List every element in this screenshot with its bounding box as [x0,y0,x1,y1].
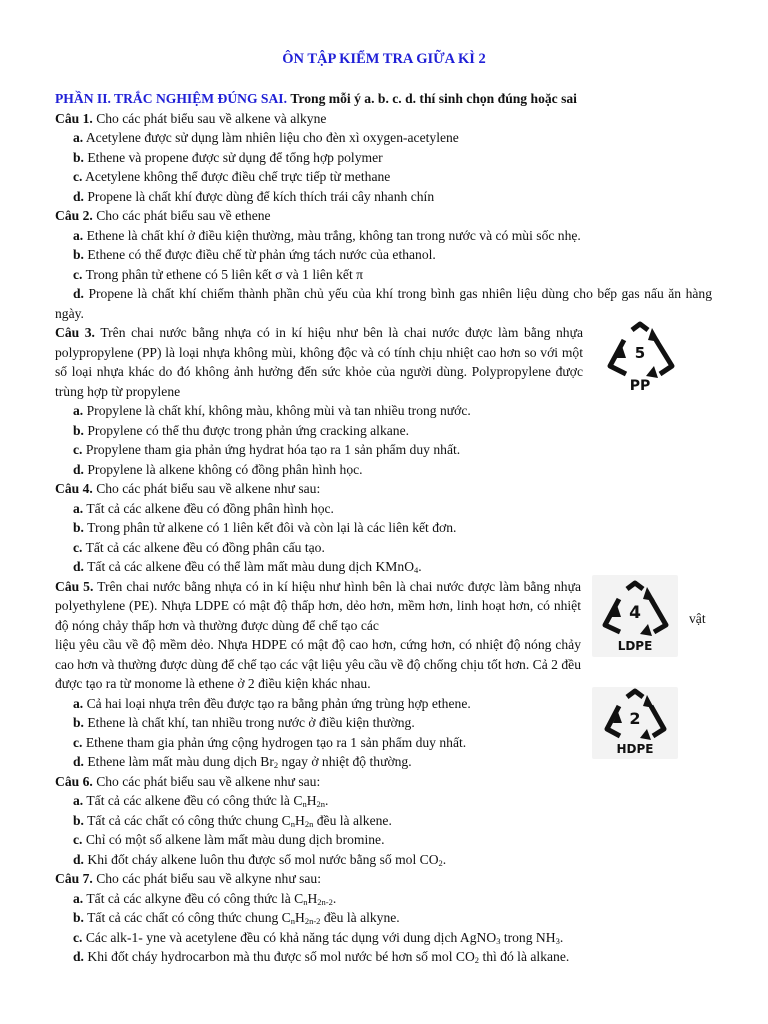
question-text: Cho các phát biểu sau về alkene như sau: [96,773,321,789]
question-6 [55,772,712,792]
option-d [55,460,712,480]
section-label: PHẦN II. TRẮC NGHIỆM ĐÚNG SAI. [55,91,287,106]
ldpe-recycle-icon [592,575,678,657]
question-number: Câu 4. [55,481,93,496]
option-text: Chỉ có một số alkene làm mất màu dung dịch bromine. [85,832,385,847]
subscript: n [302,799,307,809]
option-label: a. [73,130,84,145]
question-5 [55,577,581,636]
option-text: đều là alkene. [313,812,392,828]
subscript: n [290,916,296,926]
option-text: Ethene tham gia phản ứng cộng hydrogen tạo ra 1 sản phẩm duy nhất. [85,734,467,750]
option-text: Các alk-1- yne và acetylene đều có khả năng tác dụng với dung dịch AgNO [85,929,497,945]
option-text: ngay ở nhiệt độ thường. [278,754,412,769]
section-header [55,89,712,109]
question-number: Câu 3. [55,325,95,340]
ldpe-number: 4 [629,603,641,623]
hdpe-number: 2 [629,709,641,728]
option-text: Ethene làm mất màu dung dịch Br [87,754,274,769]
option-label: a. [73,403,84,418]
option-text: Tất cả các alkene đều có thể làm mất màu dung dịch KMnO [87,559,415,574]
document-content [55,89,712,967]
option-text: . [325,793,329,808]
option-text: Acetylene được sử dụng làm nhiên liệu cho đèn xì oxygen-acetylene [85,130,459,145]
option-label: c. [73,169,83,184]
question-number: Câu 1. [55,110,93,126]
subscript: 2 [438,857,443,868]
pp-code: PP [629,378,651,394]
option-label: c. [73,266,83,282]
pp-recycle-icon [598,318,682,396]
option-a [55,226,712,246]
option-text: thì đó là alkane. [479,949,570,964]
option-label: b. [73,910,84,925]
question-text: Cho các phát biểu sau về ethene [96,208,271,223]
option-text: Propene là chất khí chiếm thành phần chủ yếu của khí trong bình gas nhiên liệu dùng cho bếp gas nấu ăn hàng ngày. [55,286,712,321]
subscript: 2n-2 [317,896,333,907]
option-label: d. [73,559,84,574]
question-text: Cho các phát biểu sau về alkyne như sau: [96,871,321,886]
option-text: trong NH [500,929,556,945]
option-label: d. [73,461,84,477]
option-label: d. [73,754,84,769]
option-b [55,421,712,441]
option-text: Khi đốt cháy hydrocarbon mà thu được số mol nước bé hơn số mol CO [87,949,475,964]
question-number: Câu 6. [55,773,93,789]
question-number: Câu 2. [55,208,93,223]
option-c [55,440,712,460]
option-text: Tất cả các alkene đều có đồng phân cấu tạo. [85,539,325,555]
option-b [55,148,712,168]
subscript: n [303,896,308,907]
option-text: Ethene có thể được điều chế từ phản ứng tách nước của ethanol. [87,247,436,262]
question-text: liệu yêu cầu về độ mềm dẻo. Nhựa HDPE có mật độ cao hơn, cứng hơn, có nhiệt độ nóng chảy cao hơn và thường được dùng để chế tạo các vật liệu yêu cầu về độ chống chịu tốt hơn. Cả 2 đều được tạo ra từ monome là ethene ở 2 điều kiện khác nhau. [55,637,581,691]
option-d [55,850,712,870]
option-label: c. [73,539,83,555]
option-label: c. [73,442,83,457]
option-text: Propylene là alkene không có đồng phân hình học. [87,461,363,477]
option-text: Propylene tham gia phản ứng hydrat hóa tạo ra 1 sản phẩm duy nhất. [85,442,461,457]
option-text: Propylene có thể thu được trong phản ứng cracking alkane. [87,422,410,438]
option-text: đều là alkyne. [320,910,400,925]
option-text: H [295,910,305,925]
option-label: a. [73,695,84,711]
subscript: 3 [555,935,560,946]
option-label: a. [73,793,84,808]
option-label: b. [73,422,84,438]
question-text: Cho các phát biểu sau về alkene và alkyne [96,110,327,126]
option-a [55,791,712,811]
option-text: Ethene là chất khí, tan nhiều trong nước ở điều kiện thường. [87,715,415,730]
option-text: Trong phân tử ethene có 5 liên kết σ và 1 liên kết π [85,266,363,282]
question-7 [55,869,712,889]
option-a [55,499,712,519]
question-3 [55,323,583,401]
option-d [55,557,712,577]
option-label: d. [73,286,84,301]
option-label: c. [73,832,83,847]
question-1 [55,109,712,129]
question-number: Câu 7. [55,871,93,886]
option-label: b. [73,520,84,535]
option-a [55,401,712,421]
option-text: . [332,890,337,906]
option-label: a. [73,890,84,906]
option-text: Propene là chất khí được dùng để kích thích trái cây nhanh chín [87,188,435,204]
question-text: Cho các phát biểu sau về alkene như sau: [96,481,321,496]
option-text: Khi đốt cháy alkene luôn thu được số mol nước bằng số mol CO [87,851,439,867]
subscript: 2n-2 [304,916,321,926]
option-a [55,128,712,148]
subscript: 2 [273,760,279,770]
option-b [55,245,712,265]
option-d [55,947,712,967]
option-text: H [306,793,317,808]
option-label: b. [73,715,84,730]
option-c [55,928,712,948]
option-label: c. [73,929,83,945]
option-text: Acetylene không thể được điều chế trực tiếp từ methane [85,169,391,184]
option-d [55,187,712,207]
option-text: Trong phân tử alkene có 1 liên kết đôi và còn lại là các liên kết đơn. [87,520,457,535]
option-text: Tất cả các alkyne đều có công thức là C [86,890,304,906]
option-label: d. [73,188,84,204]
hdpe-code: HDPE [616,742,654,756]
option-text: Tất cả các alkene đều có đồng phân hình học. [86,500,334,516]
option-text: H [295,812,305,828]
question-text: Trên chai nước bằng nhựa có in kí hiệu như bên là chai nước được làm bằng nhựa polypropylene (PP) là loại nhựa không mùi, không độc và có tính chịu nhiệt cao hơn so với một số loại nhựa khác do đó không ảnh hưởng đến sức khỏe của người dùng. Polypropylene được trùng hợp từ propylene [55,325,584,399]
page-title: ÔN TẬP KIỂM TRA GIỮA KÌ 2 [282,51,486,67]
option-label: c. [73,734,83,750]
option-label: a. [73,227,84,243]
option-text: Tất cả các alkene đều có công thức là C [86,793,303,808]
option-label: b. [73,812,84,828]
option-text: Propylene là chất khí, không màu, không mùi và tan nhiều trong nước. [86,403,471,418]
question-5-continued [55,635,581,694]
subscript: 2 [474,955,480,965]
pp-number: 5 [634,344,646,362]
question-2 [55,206,712,226]
recycle-triangle-icon [598,318,682,396]
overflow-word: vật [689,611,706,626]
subscript: 3 [496,935,501,946]
option-text: Ethene và propene được sử dụng để tổng hợp polymer [87,149,383,165]
option-c [55,830,712,850]
option-a [55,889,712,909]
option-text: H [307,890,318,906]
question-4 [55,479,712,499]
recycle-triangle-icon [592,575,678,657]
option-label: d. [73,851,84,867]
option-text: Tất cả các chất có công thức chung C [87,910,291,925]
section-instruction: Trong mỗi ý a. b. c. d. thí sinh chọn đúng hoặc sai [290,91,577,106]
subscript: n [290,818,296,829]
subscript: 4 [414,565,419,575]
option-text: . [442,851,447,867]
option-c [55,538,712,558]
recycle-triangle-icon [592,687,678,759]
option-text: Cả hai loại nhựa trên đều được tạo ra bằng phản ứng trùng hợp ethene. [86,695,471,711]
option-text: Tất cả các chất có công thức chung C [87,812,291,828]
option-b [55,811,712,831]
option-label: d. [73,949,84,964]
option-label: b. [73,247,84,262]
question-text: Trên chai nước bằng nhựa có in kí hiệu như hình bên là chai nước được làm bằng nhựa polyethylene (PE). Nhựa LDPE có mật độ thấp hơn, dẻo hơn, mềm hơn, linh hoạt hơn, có nhiệt độ nóng chảy thấp hơn và thường được dùng để chế tạo các [55,578,581,633]
option-b [55,908,712,928]
question-number: Câu 5. [55,578,94,594]
subscript: 2n [304,818,314,829]
ldpe-code: LDPE [617,639,653,653]
option-label: b. [73,149,84,165]
hdpe-recycle-icon [592,687,678,759]
option-text: . [418,559,422,574]
option-text: . [559,929,564,945]
option-c [55,167,712,187]
option-text: Ethene là chất khí ở điều kiện thường, màu trắng, không tan trong nước và có mùi sốc nhẹ. [86,227,581,243]
option-b [55,518,712,538]
option-label: a. [73,500,84,516]
option-c [55,265,712,285]
subscript: 2n [316,799,326,809]
